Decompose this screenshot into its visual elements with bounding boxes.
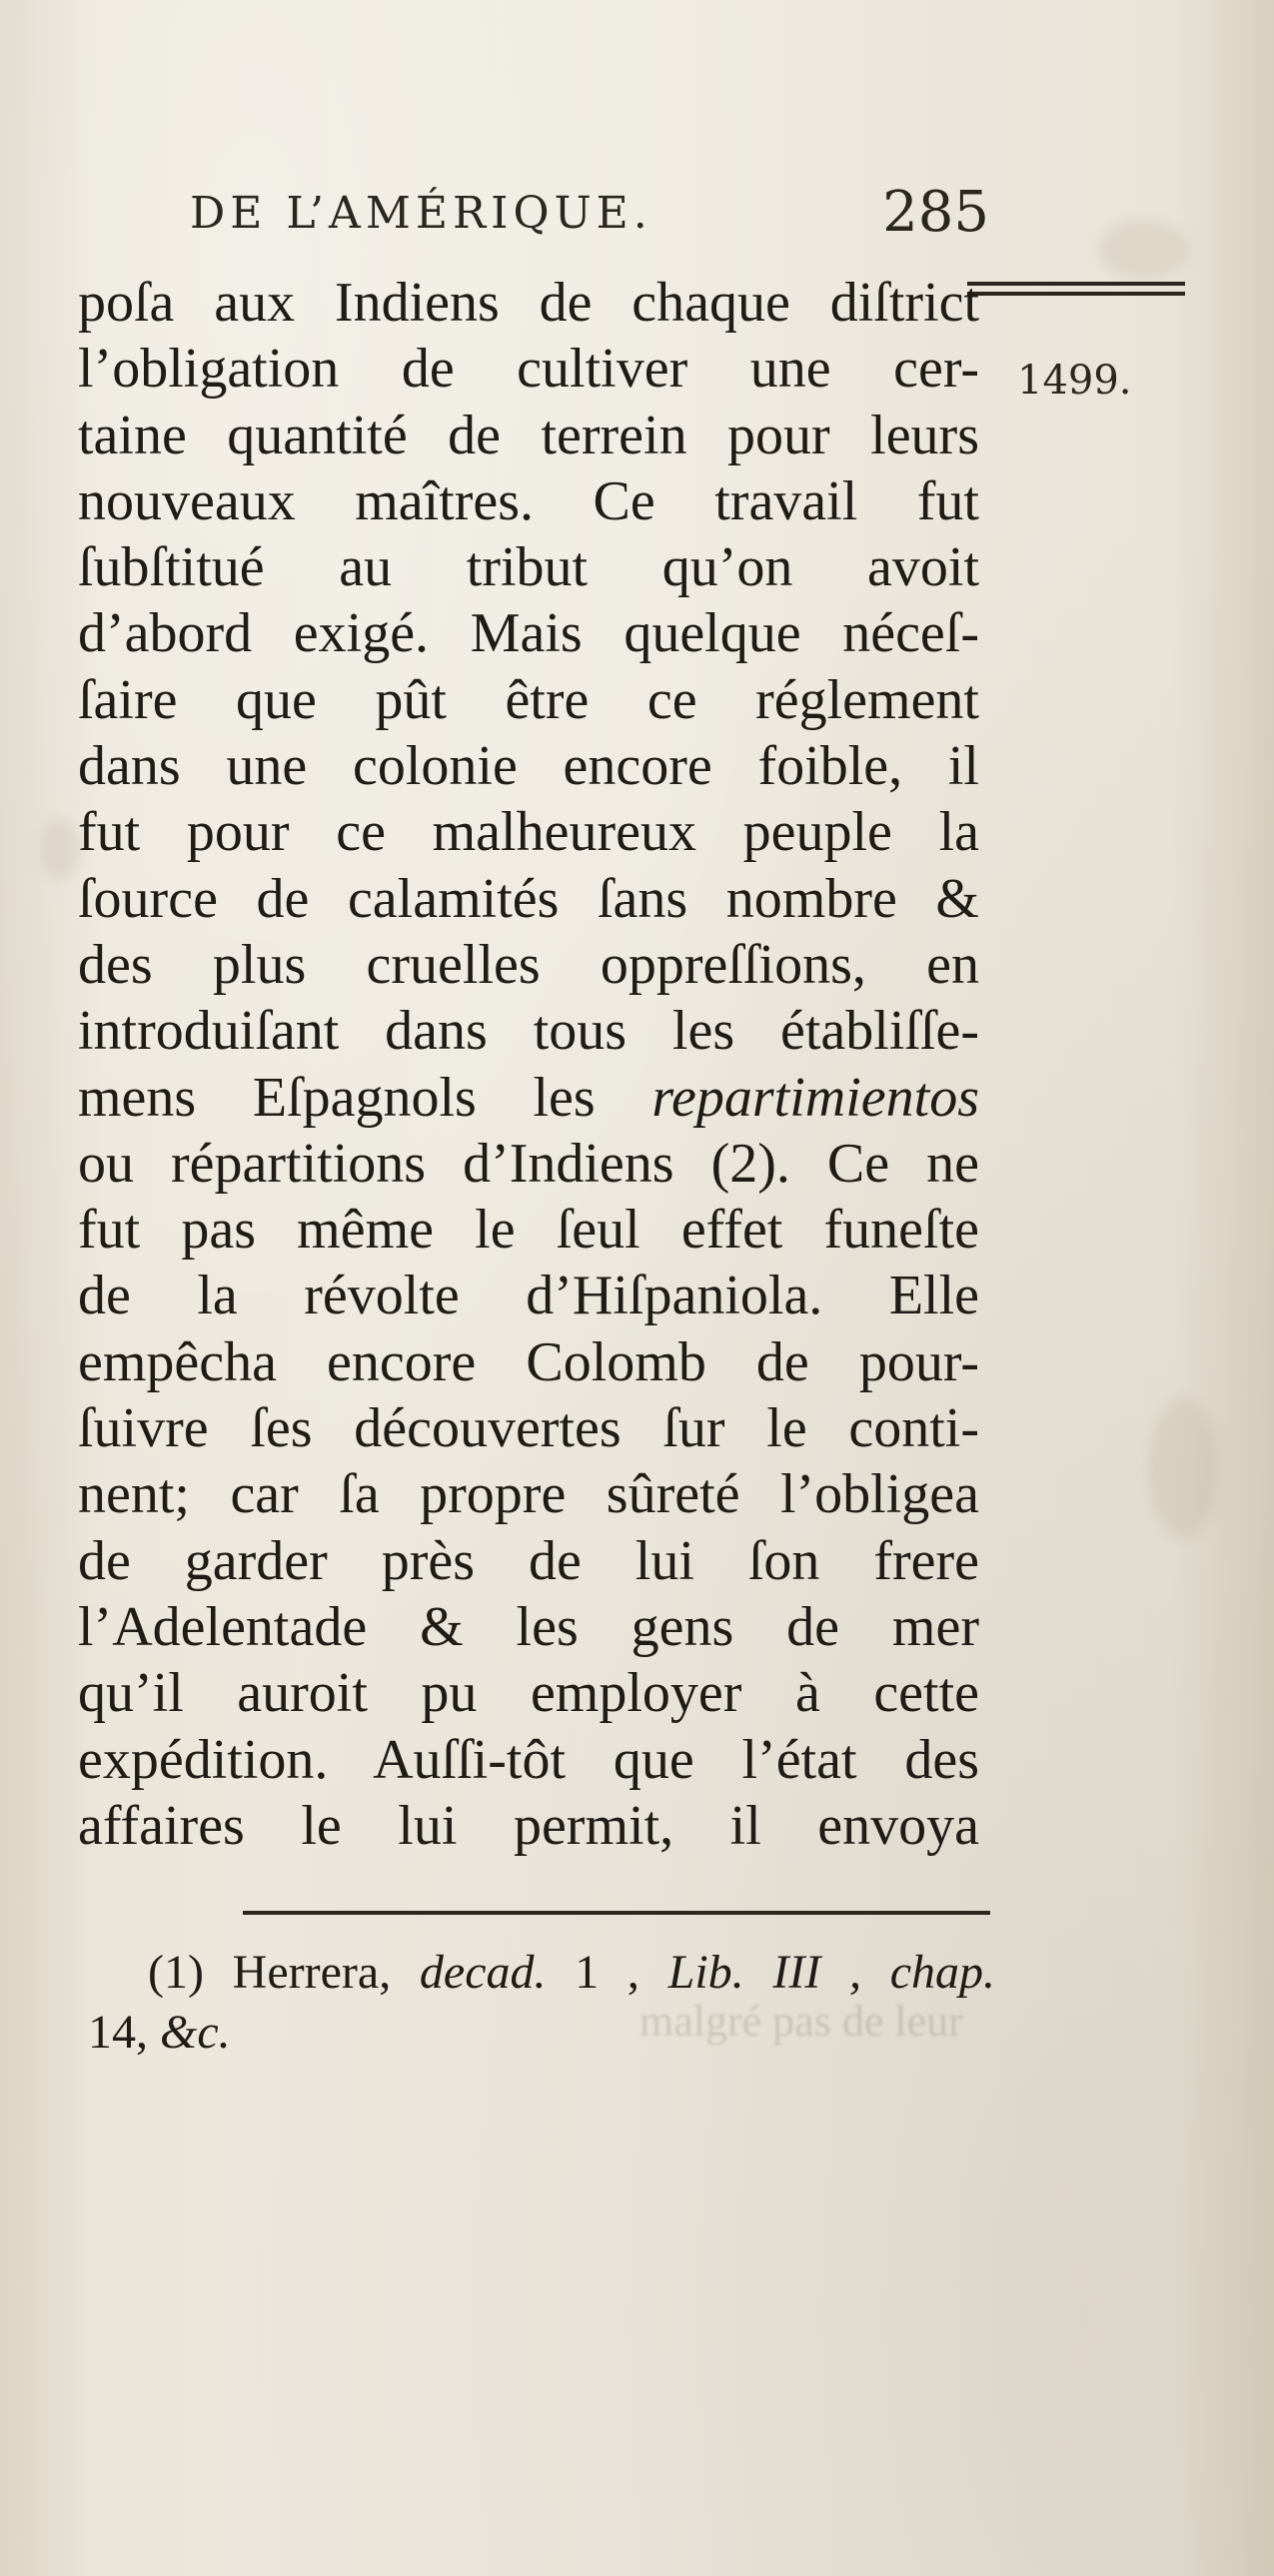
paper-stain	[40, 819, 80, 879]
footnote-marker: (1) Herrera,	[148, 1946, 392, 1999]
italic-term: repartimientos	[651, 1066, 979, 1129]
text-line: d’abord exigé. Mais quelque néceſ-	[78, 602, 979, 665]
margin-year: 1499.	[1017, 358, 1132, 404]
footnote-line	[88, 1943, 995, 2003]
text-line: de la révolte d’Hiſpaniola. Elle	[78, 1265, 979, 1327]
text-line: des plus cruelles oppreſſions, en	[78, 933, 979, 996]
footnote-lib: Lib.	[667, 1946, 744, 1999]
footnote-etc: &c.	[160, 2006, 231, 2059]
text-line: nouveaux maîtres. Ce travail fut	[78, 469, 979, 532]
page-header	[190, 180, 989, 250]
text-line: affaires le lui permit, il envoya	[78, 1794, 979, 1857]
footnote-decad: decad.	[419, 1946, 547, 1999]
text-span: mens Eſpagnols les	[78, 1066, 596, 1129]
text-line: introduiſant dans tous les établiſſe-	[78, 1000, 979, 1063]
text-line: ſubſtitué au tribut qu’on avoit	[78, 536, 979, 599]
text-line: poſa aux Indiens de chaque diſtrict	[78, 272, 979, 334]
body-text	[78, 270, 979, 1868]
paper-stain	[1099, 220, 1189, 280]
footnote-decad-num: 1 ,	[575, 1946, 639, 1999]
footnote-lib-num: III ,	[772, 1946, 862, 1999]
text-line: l’obligation de cultiver une cer-	[78, 338, 979, 401]
text-line-with-italic	[78, 1065, 979, 1131]
margin-rule	[967, 282, 1185, 308]
text-line: fut pour ce malheureux peuple la	[78, 801, 979, 864]
text-line: ou répartitions d’Indiens (2). Ce ne	[78, 1132, 979, 1195]
footnote-rule	[243, 1911, 990, 1915]
text-line: expédition. Auſſi-tôt que l’état des	[78, 1728, 979, 1791]
text-line: ſource de calamités ſans nombre &	[78, 867, 979, 930]
page-number: 285	[882, 180, 989, 245]
footnote-number: 14,	[88, 2006, 148, 2059]
footnote-chap: chap.	[889, 1946, 996, 1999]
text-line: qu’il auroit pu employer à cette	[78, 1662, 979, 1725]
text-line: l’Adelentade & les gens de mer	[78, 1595, 979, 1658]
running-head: DE L’AMÉRIQUE.	[190, 188, 652, 239]
text-line: de garder près de lui ſon frere	[78, 1529, 979, 1592]
text-line: taine quantité de terrein pour leurs	[78, 404, 979, 466]
text-line: empêcha encore Colomb de pour-	[78, 1330, 979, 1393]
bleed-through-text: malgré pas de leur	[639, 1997, 963, 2046]
text-line: ſaire que pût être ce réglement	[78, 668, 979, 731]
text-line: nent; car ſa propre sûreté l’obligea	[78, 1463, 979, 1526]
text-line: fut pas même le ſeul effet funeſte	[78, 1199, 979, 1262]
paper-stain	[1149, 1398, 1219, 1538]
text-line: ſuivre ſes découvertes ſur le conti-	[78, 1397, 979, 1460]
text-line: dans une colonie encore foible, il	[78, 735, 979, 798]
